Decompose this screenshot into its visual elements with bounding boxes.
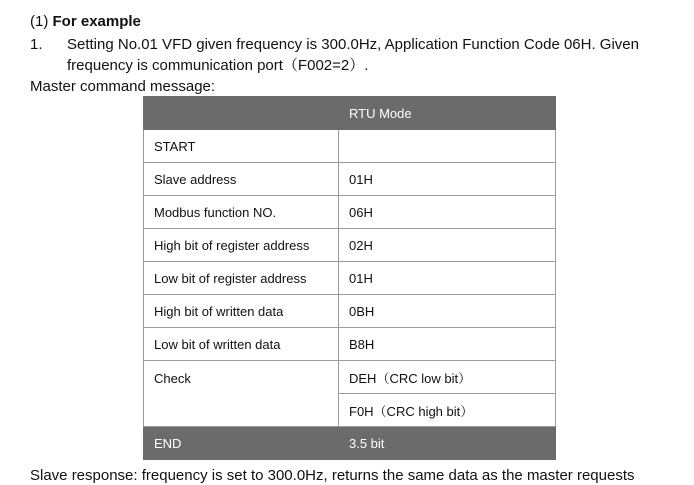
row-value: 0BH (339, 295, 556, 328)
row-value (339, 130, 556, 163)
row-value: 02H (339, 229, 556, 262)
row-label: Slave address (144, 163, 339, 196)
example-title: For example (52, 13, 141, 30)
row-label: START (144, 130, 339, 163)
check-label: Check (144, 361, 339, 427)
table-header-row (144, 97, 556, 130)
row-label: Low bit of written data (144, 328, 339, 361)
row-value: B8H (339, 328, 556, 361)
list-item-line-1: Setting No.01 VFD given frequency is 300.0Hz, Application Function Code 06H. Given (67, 36, 639, 53)
end-value: 3.5 bit (339, 427, 556, 460)
crc-low-value: DEH（CRC low bit） (339, 361, 556, 394)
list-item-number: 1. (30, 36, 43, 53)
check-row-low (144, 361, 556, 394)
end-label: END (144, 427, 339, 460)
table-row (144, 262, 556, 295)
row-label: High bit of register address (144, 229, 339, 262)
row-value: 01H (339, 262, 556, 295)
header-cell-field (144, 97, 339, 130)
table-row (144, 130, 556, 163)
crc-high-value: F0H（CRC high bit） (339, 394, 556, 427)
table-end-row (144, 427, 556, 460)
rtu-command-table (143, 96, 556, 460)
row-value: 01H (339, 163, 556, 196)
table-row (144, 229, 556, 262)
footer-text: Slave response: frequency is set to 300.0Hz, returns the same data as the master requests (30, 467, 635, 484)
row-label: High bit of written data (144, 295, 339, 328)
row-value: 06H (339, 196, 556, 229)
list-item-line-2: frequency is communication port（F002=2）. (67, 57, 369, 74)
table-row (144, 163, 556, 196)
row-label: Low bit of register address (144, 262, 339, 295)
example-number: (1) (30, 13, 49, 30)
table-row (144, 196, 556, 229)
table-row (144, 295, 556, 328)
table-row (144, 328, 556, 361)
table-caption: Master command message: (30, 78, 216, 95)
header-cell-rtu: RTU Mode (339, 97, 556, 130)
example-heading (30, 12, 141, 31)
row-label: Modbus function NO. (144, 196, 339, 229)
